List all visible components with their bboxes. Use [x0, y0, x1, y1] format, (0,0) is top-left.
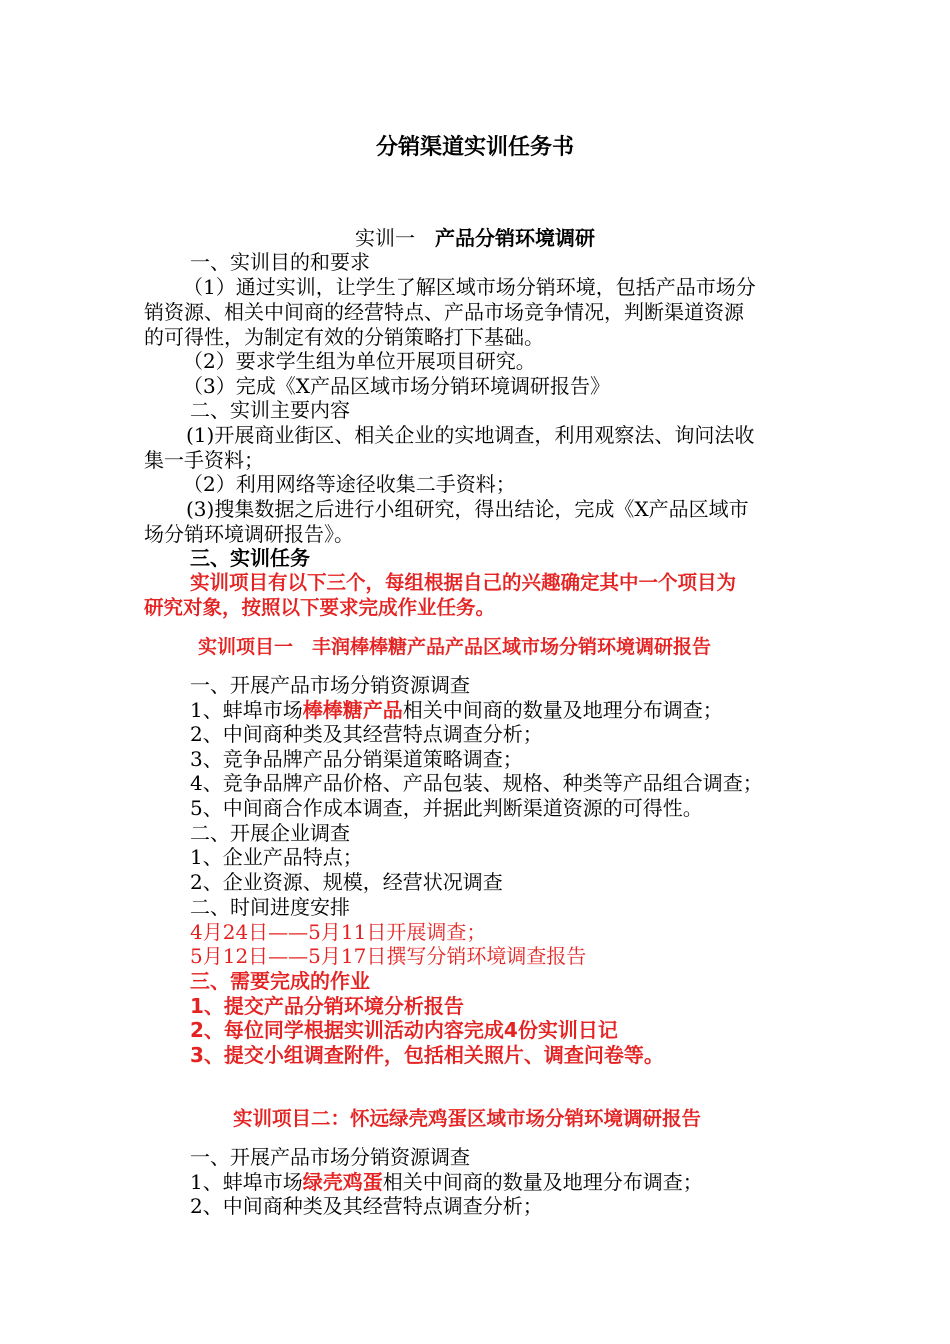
section-heading: 二、开展企业调查	[190, 821, 350, 845]
section-heading: 三、需要完成的作业	[190, 969, 370, 993]
paragraph-line: （2）要求学生组为单位开展项目研究。	[183, 349, 536, 373]
list-item	[190, 698, 860, 723]
section-heading: 一、开展产品市场分销资源调查	[190, 673, 470, 697]
item-text: 1、蚌埠市场	[190, 1170, 303, 1194]
list-item: 2、中间商种类及其经营特点调查分析；	[190, 1194, 543, 1218]
schedule-item: 5月12日——5月17日撰写分销环境调查报告	[190, 944, 587, 968]
list-item: 2、中间商种类及其经营特点调查分析；	[190, 722, 543, 746]
item-highlight: 绿壳鸡蛋	[302, 1170, 383, 1194]
list-item: 3、竞争品牌产品分销渠道策略调查；	[190, 747, 523, 771]
section-heading: 二、时间进度安排	[190, 895, 350, 919]
project-title: 实训项目一 丰润棒棒糖产品产品区域市场分销环境调研报告	[198, 636, 712, 658]
item-text: 1、蚌埠市场	[190, 698, 303, 722]
paragraph-line: 集一手资料；	[144, 448, 264, 472]
item-highlight: 棒棒糖产品	[302, 698, 403, 722]
list-item: 1、企业产品特点；	[190, 845, 363, 869]
section-heading: 三、实训任务	[190, 546, 310, 570]
paragraph-line: (3)搜集数据之后进行小组研究，得出结论，完成《X产品区域市	[186, 497, 749, 521]
paragraph-line: （3）完成《X产品区域市场分销环境调研报告》	[183, 374, 610, 398]
highlight-line: 实训项目有以下三个，每组根据自己的兴趣确定其中一个项目为	[190, 571, 737, 594]
list-item: 2、企业资源、规模，经营状况调查	[190, 870, 503, 894]
training-heading	[0, 226, 950, 251]
highlight-line: 研究对象，按照以下要求完成作业任务。	[144, 596, 496, 619]
document-title: 分销渠道实训任务书	[375, 135, 574, 160]
paragraph-line: 销资源、相关中间商的经营特点、产品市场竞争情况，判断渠道资源	[144, 300, 744, 324]
project-title: 实训项目二：怀远绿壳鸡蛋区域市场分销环境调研报告	[233, 1107, 702, 1130]
section-heading: 一、实训目的和要求	[190, 250, 370, 274]
section-heading: 一、开展产品市场分销资源调查	[190, 1145, 470, 1169]
item-text: 相关中间商的数量及地理分布调查；	[402, 698, 723, 722]
training-name: 产品分销环境调研	[435, 226, 595, 250]
paragraph-line: (1)开展商业街区、相关企业的实地调查，利用观察法、询问法收	[186, 423, 755, 447]
list-item: 4、竞争品牌产品价格、产品包装、规格、种类等产品组合调查；	[190, 771, 763, 795]
item-text: 相关中间商的数量及地理分布调查；	[382, 1170, 703, 1194]
task-item: 2、每位同学根据实训活动内容完成4份实训日记	[190, 1018, 618, 1042]
list-item: 5、中间商合作成本调查，并据此判断渠道资源的可得性。	[190, 796, 703, 820]
task-item: 1、提交产品分销环境分析报告	[190, 994, 464, 1018]
task-item: 3、提交小组调查附件，包括相关照片、调查问卷等。	[190, 1043, 664, 1067]
section-heading: 二、实训主要内容	[190, 398, 350, 422]
paragraph-line: 场分销环境调研报告》。	[144, 522, 354, 546]
paragraph-line: （1）通过实训，让学生了解区域市场分销环境，包括产品市场分	[183, 275, 756, 299]
schedule-item: 4月24日——5月11日开展调查；	[190, 920, 487, 944]
list-item	[190, 1170, 860, 1195]
paragraph-line: 的可得性，为制定有效的分销策略打下基础。	[144, 325, 544, 349]
training-label: 实训一	[355, 226, 415, 250]
paragraph-line: （2）利用网络等途径收集二手资料；	[183, 472, 516, 496]
